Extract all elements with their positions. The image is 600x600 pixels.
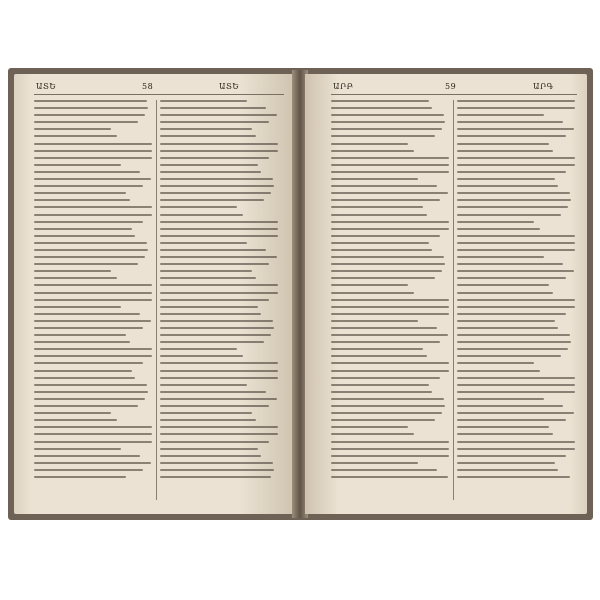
text-line xyxy=(331,355,427,357)
text-line xyxy=(331,228,449,230)
text-line xyxy=(457,327,558,329)
text-line xyxy=(160,377,278,379)
text-line xyxy=(34,192,126,194)
text-line xyxy=(457,476,570,478)
text-line xyxy=(331,362,449,364)
text-line xyxy=(457,235,575,237)
text-line xyxy=(331,448,449,450)
text-line xyxy=(160,242,247,244)
text-line xyxy=(34,185,143,187)
text-line xyxy=(160,469,274,471)
text-line xyxy=(160,150,278,152)
text-line xyxy=(34,178,151,180)
text-line xyxy=(34,433,152,435)
text-line xyxy=(34,150,152,152)
text-line xyxy=(34,284,152,286)
text-line xyxy=(34,249,148,251)
text-line xyxy=(457,107,575,109)
text-line xyxy=(331,299,449,301)
text-line xyxy=(160,398,277,400)
text-line xyxy=(331,164,449,166)
text-line xyxy=(160,292,278,294)
text-line xyxy=(457,391,575,393)
text-line xyxy=(457,426,549,428)
text-line xyxy=(34,384,147,386)
text-line xyxy=(160,299,269,301)
text-line xyxy=(457,256,544,258)
left-page-header-left: ԱՏԵ xyxy=(36,82,57,91)
left-page-header-right: ԱՏԵ xyxy=(219,82,240,91)
text-line xyxy=(331,178,418,180)
left-column-divider xyxy=(156,100,157,500)
text-line xyxy=(34,292,152,294)
text-line xyxy=(34,462,151,464)
text-line xyxy=(331,206,423,208)
text-line xyxy=(34,476,126,478)
text-line xyxy=(34,164,121,166)
text-line xyxy=(34,469,143,471)
text-line xyxy=(331,391,432,393)
text-line xyxy=(34,270,111,272)
text-line xyxy=(331,114,444,116)
text-line xyxy=(331,185,437,187)
text-line xyxy=(457,206,568,208)
text-line xyxy=(331,150,414,152)
text-line xyxy=(160,362,278,364)
text-line xyxy=(160,455,261,457)
text-line xyxy=(160,135,256,137)
text-line xyxy=(331,306,449,308)
text-line xyxy=(457,221,534,223)
text-line xyxy=(34,214,152,216)
text-line xyxy=(331,377,440,379)
text-line xyxy=(457,150,553,152)
text-line xyxy=(331,284,408,286)
text-line xyxy=(331,398,444,400)
text-line xyxy=(34,157,152,159)
text-line xyxy=(457,355,561,357)
text-line xyxy=(331,242,429,244)
text-line xyxy=(331,221,449,223)
text-line xyxy=(34,355,152,357)
text-line xyxy=(34,221,143,223)
text-line xyxy=(160,100,247,102)
text-line xyxy=(160,171,261,173)
text-line xyxy=(331,412,442,414)
text-line xyxy=(34,370,132,372)
text-line xyxy=(331,263,445,265)
text-line xyxy=(34,455,140,457)
text-line xyxy=(331,348,423,350)
text-line xyxy=(457,249,575,251)
text-line xyxy=(331,107,432,109)
text-line xyxy=(457,263,563,265)
text-line xyxy=(34,114,145,116)
text-line xyxy=(34,277,117,279)
text-line xyxy=(34,327,143,329)
text-line xyxy=(331,384,429,386)
text-line xyxy=(457,362,534,364)
text-line xyxy=(331,171,449,173)
text-line xyxy=(160,277,256,279)
text-line xyxy=(457,135,566,137)
text-line xyxy=(34,391,148,393)
right-column-divider xyxy=(453,100,454,500)
text-line xyxy=(457,164,575,166)
text-line xyxy=(457,412,574,414)
text-line xyxy=(457,192,570,194)
text-line xyxy=(331,214,427,216)
text-line xyxy=(457,334,570,336)
text-line xyxy=(160,476,271,478)
text-line xyxy=(331,327,437,329)
text-line xyxy=(34,341,130,343)
text-line xyxy=(331,455,449,457)
right-column-2 xyxy=(457,100,575,500)
text-line xyxy=(331,441,449,443)
text-line xyxy=(331,128,442,130)
text-line xyxy=(160,249,266,251)
text-line xyxy=(331,320,418,322)
text-line xyxy=(331,433,414,435)
text-line xyxy=(34,412,111,414)
text-line xyxy=(457,398,544,400)
text-line xyxy=(331,249,432,251)
text-line xyxy=(457,185,558,187)
text-line xyxy=(457,384,575,386)
text-line xyxy=(457,100,575,102)
text-line xyxy=(160,235,278,237)
text-line xyxy=(331,462,418,464)
text-line xyxy=(34,306,121,308)
text-line xyxy=(34,100,147,102)
text-line xyxy=(457,462,555,464)
text-line xyxy=(331,341,440,343)
text-line xyxy=(160,391,266,393)
text-line xyxy=(457,348,568,350)
text-line xyxy=(331,100,429,102)
text-line xyxy=(160,405,269,407)
text-line xyxy=(160,334,271,336)
left-column-2 xyxy=(160,100,278,500)
text-line xyxy=(160,221,278,223)
text-line xyxy=(457,469,558,471)
text-line xyxy=(34,320,151,322)
text-line xyxy=(160,327,274,329)
text-line xyxy=(331,426,408,428)
text-line xyxy=(457,128,574,130)
text-line xyxy=(457,419,566,421)
right-page-header-right: ԱՐԳ xyxy=(533,82,554,91)
right-page xyxy=(305,74,587,514)
text-line xyxy=(331,143,408,145)
text-line xyxy=(160,412,252,414)
text-line xyxy=(34,448,121,450)
text-line xyxy=(457,178,555,180)
text-line xyxy=(457,277,566,279)
text-line xyxy=(160,341,264,343)
text-line xyxy=(331,370,449,372)
text-line xyxy=(160,121,269,123)
left-header-rule xyxy=(34,94,284,95)
text-line xyxy=(160,348,237,350)
text-line xyxy=(160,157,269,159)
text-line xyxy=(34,135,117,137)
text-line xyxy=(457,143,549,145)
text-line xyxy=(160,448,258,450)
text-line xyxy=(331,405,445,407)
text-line xyxy=(331,157,449,159)
text-line xyxy=(160,263,269,265)
text-line xyxy=(160,426,278,428)
text-line xyxy=(457,242,575,244)
text-line xyxy=(457,306,575,308)
text-line xyxy=(160,433,278,435)
text-line xyxy=(457,377,575,379)
text-line xyxy=(331,135,435,137)
right-column-1 xyxy=(331,100,449,500)
text-line xyxy=(160,320,273,322)
text-line xyxy=(34,348,152,350)
text-line xyxy=(160,270,252,272)
text-line xyxy=(34,143,152,145)
text-line xyxy=(457,313,566,315)
right-header-rule xyxy=(331,94,577,95)
left-column-1 xyxy=(34,100,152,500)
text-line xyxy=(457,441,575,443)
text-line xyxy=(34,362,143,364)
text-line xyxy=(331,192,448,194)
text-line xyxy=(34,405,138,407)
text-line xyxy=(34,199,130,201)
text-line xyxy=(331,419,435,421)
text-line xyxy=(457,292,553,294)
text-line xyxy=(160,192,271,194)
text-line xyxy=(331,121,445,123)
text-line xyxy=(160,370,278,372)
text-line xyxy=(34,398,145,400)
text-line xyxy=(34,377,135,379)
text-line xyxy=(457,157,575,159)
text-line xyxy=(331,235,440,237)
text-line xyxy=(160,228,278,230)
text-line xyxy=(160,256,277,258)
text-line xyxy=(34,263,138,265)
text-line xyxy=(331,270,442,272)
text-line xyxy=(457,214,561,216)
text-line xyxy=(160,128,252,130)
right-page-number: 59 xyxy=(445,82,457,91)
text-line xyxy=(160,214,243,216)
text-line xyxy=(160,306,258,308)
text-line xyxy=(457,448,575,450)
text-line xyxy=(331,256,444,258)
text-line xyxy=(160,114,277,116)
text-line xyxy=(34,235,135,237)
right-page-header-left: ԱՐԲ xyxy=(333,82,354,91)
text-line xyxy=(34,228,132,230)
text-line xyxy=(160,206,237,208)
text-line xyxy=(34,128,111,130)
text-line xyxy=(160,441,269,443)
text-line xyxy=(34,242,147,244)
text-line xyxy=(457,114,544,116)
text-line xyxy=(160,199,264,201)
text-line xyxy=(34,206,152,208)
text-line xyxy=(457,405,563,407)
text-line xyxy=(457,228,540,230)
text-line xyxy=(457,299,575,301)
left-page-number: 58 xyxy=(142,82,154,91)
text-line xyxy=(457,284,549,286)
text-line xyxy=(160,185,274,187)
left-page xyxy=(14,74,295,514)
text-line xyxy=(331,313,449,315)
text-line xyxy=(457,320,555,322)
text-line xyxy=(34,419,117,421)
text-line xyxy=(160,384,247,386)
text-line xyxy=(331,277,435,279)
text-line xyxy=(331,476,448,478)
text-line xyxy=(457,370,540,372)
text-line xyxy=(34,299,152,301)
text-line xyxy=(34,426,152,428)
text-line xyxy=(34,441,152,443)
text-line xyxy=(331,199,440,201)
text-line xyxy=(34,171,140,173)
text-line xyxy=(457,270,574,272)
text-line xyxy=(331,292,414,294)
text-line xyxy=(457,341,571,343)
text-line xyxy=(160,284,278,286)
text-line xyxy=(160,164,258,166)
text-line xyxy=(160,419,256,421)
text-line xyxy=(160,462,273,464)
text-line xyxy=(331,469,437,471)
text-line xyxy=(34,107,148,109)
text-line xyxy=(457,121,563,123)
text-line xyxy=(457,199,571,201)
text-line xyxy=(160,313,261,315)
text-line xyxy=(331,334,448,336)
text-line xyxy=(160,355,243,357)
text-line xyxy=(160,178,273,180)
text-line xyxy=(34,121,138,123)
text-line xyxy=(457,171,566,173)
text-line xyxy=(457,455,566,457)
text-line xyxy=(457,433,553,435)
text-line xyxy=(34,256,145,258)
text-line xyxy=(34,334,126,336)
text-line xyxy=(34,313,140,315)
text-line xyxy=(160,143,278,145)
text-line xyxy=(160,107,266,109)
